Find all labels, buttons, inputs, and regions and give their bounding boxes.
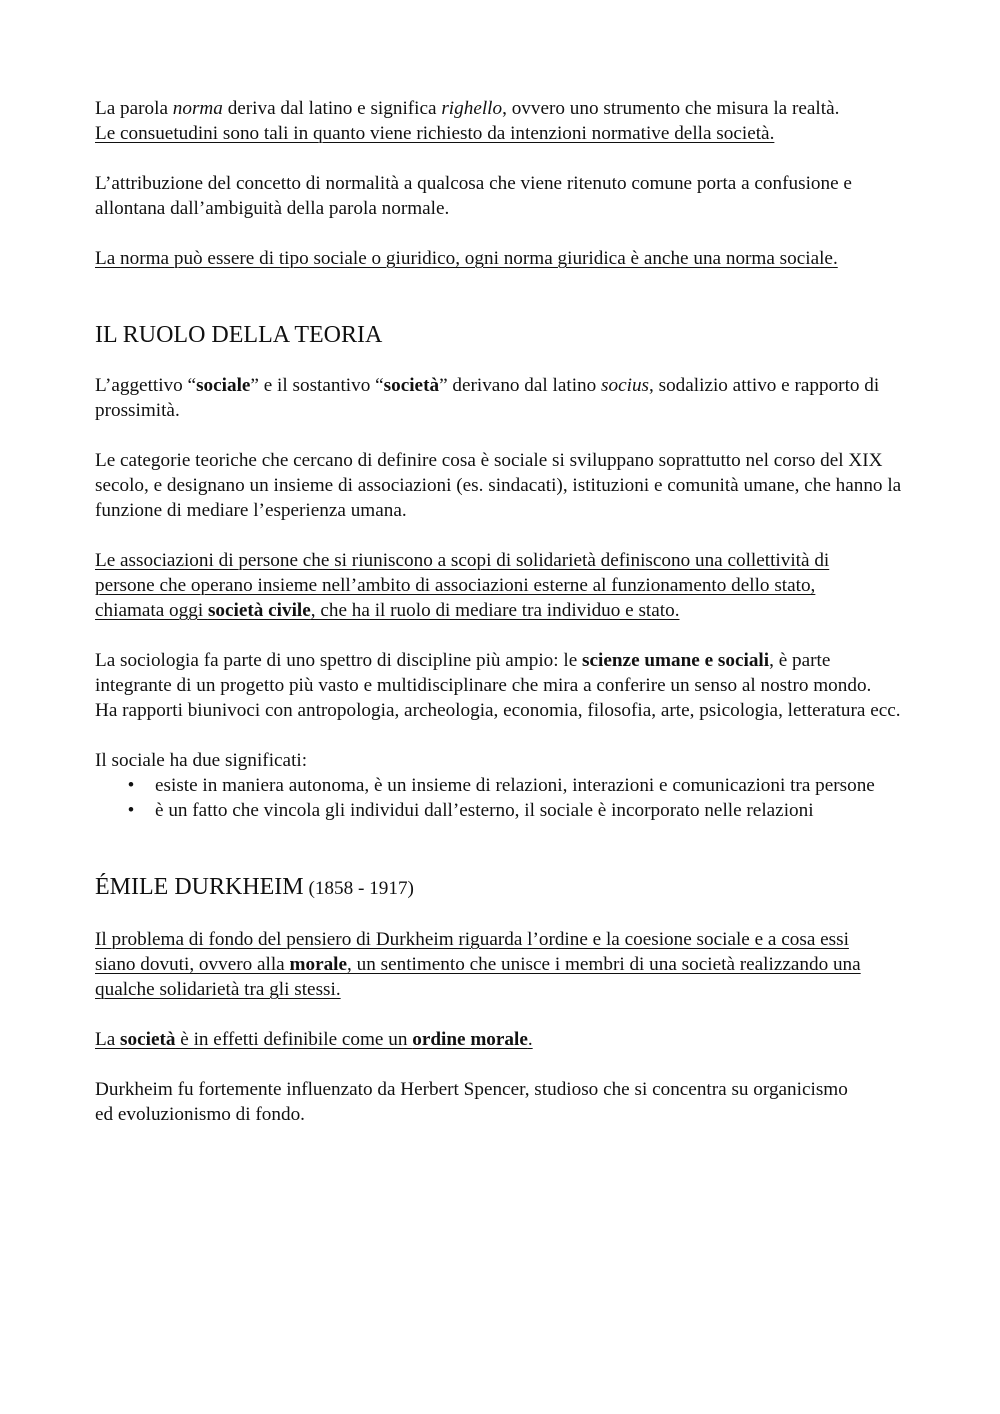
text: La parola: [95, 98, 173, 119]
text: , un sentimento che unisce i membri di una società realizzando una qualche solidarietà tra gli stessi.: [95, 954, 861, 1000]
paragraph-spencer: Durkheim fu fortemente influenzato da Herbert Spencer, studioso che si concentra su organicismo ed evoluzionismo di fondo.: [95, 1079, 848, 1125]
document-page: [95, 96, 907, 1127]
bullet-icon: •: [127, 800, 135, 821]
italic-term: norma: [172, 98, 223, 119]
bullet-list: [95, 773, 907, 823]
bold-term: sociale: [196, 375, 251, 396]
text: La: [95, 1029, 121, 1050]
bold-term: ordine morale: [412, 1029, 528, 1050]
list-item: [127, 798, 907, 823]
text: , ovvero uno strumento che misura la realtà.: [502, 98, 840, 119]
list-item-text: esiste in maniera autonoma, è un insieme di relazioni, interazioni e comunicazioni tra persone: [155, 775, 875, 796]
bullet-icon: •: [127, 775, 135, 796]
bold-term: scienze umane e sociali: [582, 650, 770, 671]
paragraph-attribuzione: L’attribuzione del concetto di normalità a qualcosa che viene ritenuto comune porta a confusione e allontana dall’ambiguità della parola normale.: [95, 173, 852, 219]
paragraph-associazioni: [95, 548, 855, 623]
bold-term: morale: [289, 954, 348, 975]
heading-durkheim: [95, 871, 907, 905]
bold-term: società: [383, 375, 440, 396]
text: , che ha il ruolo di mediare tra individuo e stato.: [310, 600, 680, 621]
text: Il problema di fondo del pensiero di Durkheim riguarda l’ordine e la coesione sociale e a cosa essi siano dovuti, ovvero alla: [95, 929, 849, 975]
paragraph-aggettivo-sociale: [95, 373, 907, 423]
list-item: [127, 773, 907, 798]
text: ” e il sostantivo “: [250, 375, 384, 396]
text: deriva dal latino e significa: [222, 98, 442, 119]
text: ” derivano dal latino: [439, 375, 602, 396]
bold-term: società: [120, 1029, 176, 1050]
text: .: [527, 1029, 533, 1050]
paragraph-categorie-teoriche: Le categorie teoriche che cercano di definire cosa è sociale si sviluppano soprattutto nel corso del XIX secolo, e designano un insieme di associazioni (es. sindacati), istituzioni e comunità umane, che hanno la funzione di mediare l’esperienza umana.: [95, 450, 902, 521]
list-item-text: è un fatto che vincola gli individui dall’esterno, il sociale è incorporato nelle relazioni: [155, 800, 814, 821]
italic-term: righello: [441, 98, 503, 119]
text: , è parte integrante di un progetto più vasto e multidisciplinare che mira a conferire un senso al nostro mondo.: [95, 650, 872, 696]
paragraph-sociologia: [95, 648, 907, 698]
text: Le associazioni di persone che si riuniscono a scopi di solidarietà definiscono una collettività di persone che operano insieme nell’ambito di associazioni esterne al funzionamento dello stato, chiamata oggi: [95, 550, 830, 621]
heading-ruolo-teoria: IL RUOLO DELLA TEORIA: [95, 322, 383, 348]
paragraph-rapporti: Ha rapporti biunivoci con antropologia, archeologia, economia, filosofia, arte, psicologia, letteratura ecc.: [95, 700, 901, 721]
text: , sodalizio attivo e rapporto di prossimità.: [95, 375, 880, 421]
text: è in effetti definibile come un: [175, 1029, 413, 1050]
paragraph-consuetudini: Le consuetudini sono tali in quanto viene richiesto da intenzioni normative della società.: [95, 123, 775, 144]
paragraph-norma: [95, 96, 907, 121]
heading-main: ÉMILE DURKHEIM: [95, 874, 304, 900]
bold-term: società civile: [207, 600, 311, 621]
paragraph-sociale-significati: Il sociale ha due significati:: [95, 750, 308, 771]
italic-term: socius: [601, 375, 650, 396]
text: La sociologia fa parte di uno spettro di discipline più ampio: le: [95, 650, 583, 671]
paragraph-problema-fondo: [95, 927, 880, 1002]
paragraph-societa-ordine: [95, 1027, 907, 1052]
paragraph-norma-tipo: La norma può essere di tipo sociale o giuridico, ogni norma giuridica è anche una norma sociale.: [95, 248, 838, 269]
text: L’aggettivo “: [95, 375, 197, 396]
heading-dates: (1858 - 1917): [303, 878, 414, 899]
